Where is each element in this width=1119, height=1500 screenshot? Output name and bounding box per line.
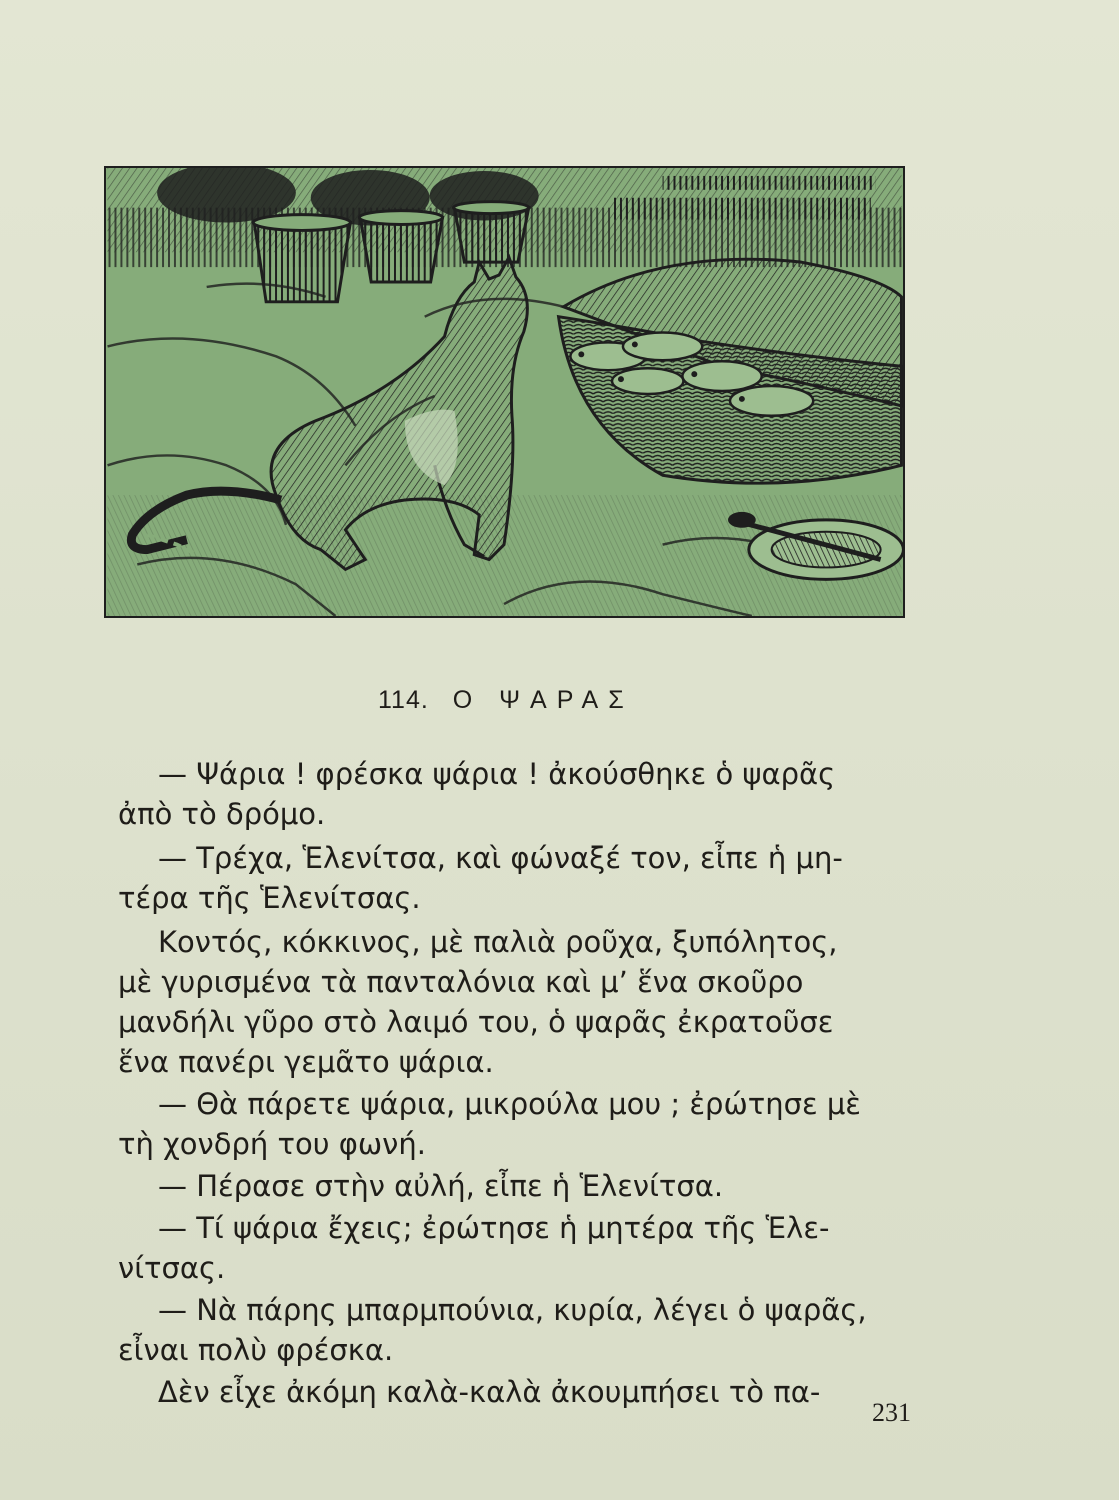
text-line: μὲ γυρισμένα τὰ πανταλόνια καὶ μ’ ἕνα σκοῦρο	[118, 965, 804, 999]
text-line: μανδήλι γῦρο στὸ λαιμό του, ὁ ψαρᾶς ἐκρατοῦσε	[118, 1005, 834, 1039]
text-line: νίτσας.	[118, 1251, 226, 1285]
text-line: — Ψάρια ! φρέσκα ψάρια ! ἀκούσθηκε ὁ ψαρᾶς	[158, 757, 836, 791]
text-line: τέρα τῆς Ἑλενίτσας.	[118, 881, 421, 915]
text-line: — Τρέχα, Ἑλενίτσα, καὶ φώναξέ τον, εἶπε ἡ μη-	[158, 841, 843, 875]
text-line: — Τί ψάρια ἔχεις; ἐρώτησε ἡ μητέρα τῆς Ἑλε-	[158, 1211, 830, 1245]
chapter-title: Ο ΨΑΡΑΣ	[452, 686, 634, 714]
chapter-number: 114.	[378, 686, 429, 714]
text-line: τὴ χονδρή του φωνή.	[118, 1127, 426, 1161]
page-number: 231	[872, 1398, 911, 1427]
text-line: εἶναι πολὺ φρέσκα.	[118, 1333, 394, 1367]
text-line: Κοντός, κόκκινος, μὲ παλιὰ ροῦχα, ξυπόλητος,	[158, 925, 838, 959]
text-line: — Πέρασε στὴν αὐλή, εἶπε ἡ Ἑλενίτσα.	[158, 1169, 724, 1203]
cat-and-fish-basket-illustration	[104, 166, 905, 618]
chapter-heading	[378, 686, 778, 715]
text-line: ἕνα πανέρι γεμᾶτο ψάρια.	[118, 1045, 494, 1079]
text-line: — Θὰ πάρετε ψάρια, μικρούλα μου ; ἐρώτησε μὲ	[158, 1087, 861, 1121]
text-line: Δὲν εἶχε ἀκόμη καλὰ-καλὰ ἀκουμπήσει τὸ πα-	[158, 1375, 821, 1409]
text-line: — Νὰ πάρης μπαρμπούνια, κυρία, λέγει ὁ ψαρᾶς,	[158, 1293, 867, 1327]
text-line: ἀπὸ τὸ δρόμο.	[118, 797, 326, 831]
